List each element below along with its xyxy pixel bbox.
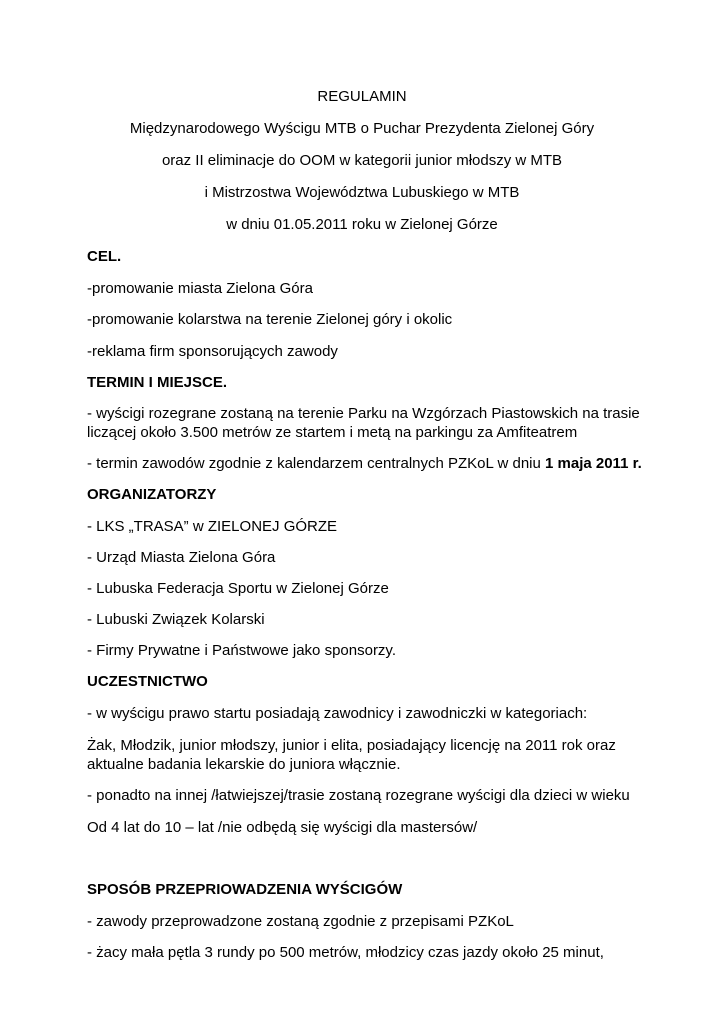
section-heading-organizatorzy: ORGANIZATORZY	[87, 486, 217, 503]
sposob-paragraph: - zawody przeprowadzone zostaną zgodnie z przepisami PZKoL	[87, 913, 514, 930]
sposob-paragraph: - żacy mała pętla 3 rundy po 500 metrów, młodzicy czas jazdy około 25 minut,	[87, 944, 604, 961]
section-heading-cel: CEL.	[87, 248, 122, 265]
title-line-2: oraz II eliminacje do OOM w kategorii junior młodszy w MTB	[161, 152, 563, 169]
uczestnictwo-paragraph: Od 4 lat do 10 – lat /nie odbędą się wyścigi dla mastersów/	[87, 819, 478, 836]
uczestnictwo-paragraph: - ponadto na innej /łatwiejszej/trasie zostaną rozegrane wyścigi dla dzieci w wieku	[87, 787, 630, 804]
uczestnictwo-paragraph: - w wyścigu prawo startu posiadają zawodnicy i zawodniczki w kategoriach:	[87, 705, 588, 722]
section-heading-sposob: SPOSÓB PRZEPRIOWADZENIA WYŚCIGÓW	[87, 881, 403, 898]
termin-paragraph-line: liczącej około 3.500 metrów ze startem i metą na parkingu za Amfiteatrem	[87, 424, 578, 441]
section-heading-uczestnictwo: UCZESTNICTWO	[87, 673, 208, 690]
uczestnictwo-paragraph-line: Żak, Młodzik, junior młodszy, junior i elita, posiadający licencję na 2011 rok oraz	[87, 737, 616, 754]
title-line-3: i Mistrzostwa Województwa Lubuskiego w MTB	[204, 184, 520, 201]
cel-item: -promowanie miasta Zielona Góra	[87, 280, 313, 297]
section-heading-termin: TERMIN I MIEJSCE.	[87, 374, 228, 391]
organizator-item: - Firmy Prywatne i Państwowe jako sponsorzy.	[87, 642, 396, 659]
cel-item: -reklama firm sponsorujących zawody	[87, 343, 338, 360]
organizator-item: - Urząd Miasta Zielona Góra	[87, 549, 276, 566]
title-line-4: w dniu 01.05.2011 roku w Zielonej Górze	[226, 216, 498, 233]
termin-date-bold: 1 maja 2011 r.	[545, 455, 642, 472]
organizator-item: - Lubuski Związek Kolarski	[87, 611, 265, 628]
cel-item: -promowanie kolarstwa na terenie Zielonej góry i okolic	[87, 311, 453, 328]
termin-date-paragraph	[87, 455, 647, 473]
organizator-item: - Lubuska Federacja Sportu w Zielonej Górze	[87, 580, 389, 597]
uczestnictwo-paragraph-line: aktualne badania lekarskie do juniora włącznie.	[87, 756, 401, 773]
termin-paragraph-line: - wyścigi rozegrane zostaną na terenie Parku na Wzgórzach Piastowskich na trasie	[87, 405, 640, 422]
organizator-item: - LKS „TRASA” w ZIELONEJ GÓRZE	[87, 518, 338, 535]
document-title: REGULAMIN	[317, 88, 407, 105]
title-line-1: Międzynarodowego Wyścigu MTB o Puchar Prezydenta Zielonej Góry	[129, 120, 595, 137]
termin-date-text: - termin zawodów zgodnie z kalendarzem centralnych PZKoL w dniu	[87, 455, 545, 472]
